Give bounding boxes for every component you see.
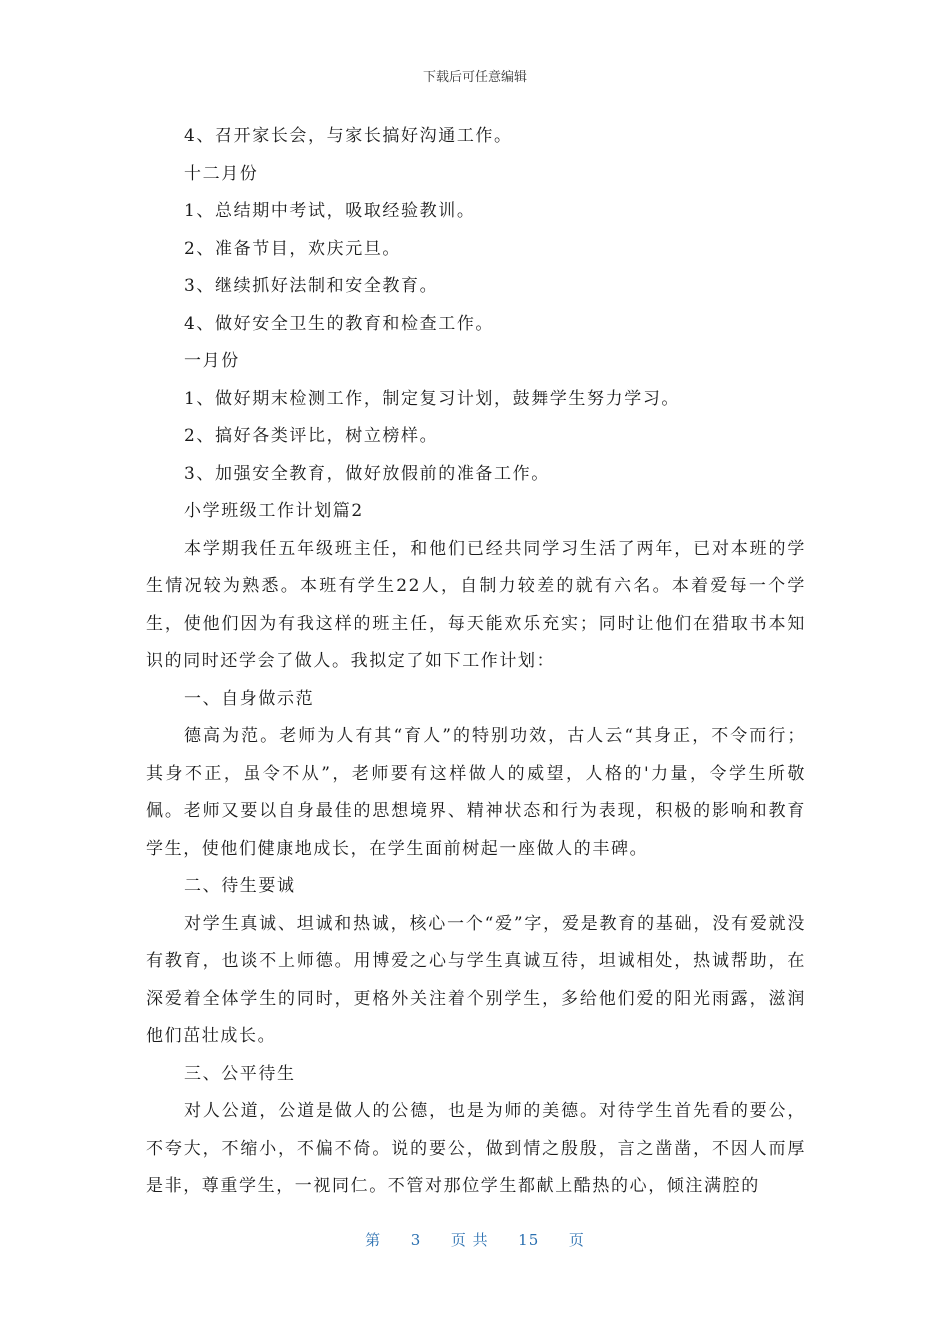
month-heading: 十二月份: [184, 163, 259, 184]
footer-mid: 页 共: [450, 1231, 489, 1249]
list-item: 2、搞好各类评比，树立榜样。: [184, 426, 439, 446]
total-page-count: 15: [518, 1231, 540, 1249]
footer-prefix: 第: [365, 1231, 382, 1249]
list-item: 3、加强安全教育，做好放假前的准备工作。: [184, 463, 550, 484]
list-item: 4、做好安全卫生的教育和检查工作。: [184, 313, 495, 334]
article-title: 小学班级工作计划篇2: [184, 501, 364, 521]
paragraph: 对学生真诚、坦诚和热诚，核心一个“爱”字，爱是教育的基础，没有爱就没有教育，也谈不上师德。用博爱之心与学生真诚互待，坦诚相处，热诚帮助，在深爱着全体学生的同时，更格外关注着个别学生，多给他们爱的阳光雨露，滋润他们茁壮成长。: [146, 913, 806, 1046]
list-item: 4、召开家长会，与家长搞好沟通工作。: [184, 126, 513, 146]
section-heading: 三、公平待生: [184, 1063, 296, 1084]
document-body: [146, 118, 806, 1206]
current-page-number: 3: [410, 1231, 422, 1249]
page-header: 下载后可任意编辑: [422, 70, 527, 85]
footer-suffix: 页: [568, 1231, 585, 1249]
list-item: 1、总结期中考试，吸取经验教训。: [184, 201, 476, 221]
list-item: 2、准备节目，欢庆元旦。: [184, 238, 402, 259]
section-heading: 一、自身做示范: [184, 688, 315, 709]
month-heading: 一月份: [184, 351, 240, 371]
list-item: 1、做好期末检测工作，制定复习计划，鼓舞学生努力学习。: [184, 388, 681, 409]
paragraph: 对人公道，公道是做人的公德，也是为师的美德。对待学生首先看的要公，不夸大，不缩小，不偏不倚。说的要公，做到情之殷殷，言之凿凿，不因人而厚是非，尊重学生，一视同仁。不管对那位学生都献上酷热的心，倾注满腔的: [146, 1101, 806, 1196]
section-heading: 二、待生要诚: [184, 876, 296, 896]
list-item: 3、继续抓好法制和安全教育。: [184, 276, 439, 296]
paragraph: 本学期我任五年级班主任，和他们已经共同学习生活了两年，已对本班的学生情况较为熟悉。本班有学生22人，自制力较差的就有六名。本着爱每一个学生，使他们因为有我这样的班主任，每天能欢乐充实；同时让他们在猎取书本知识的同时还学会了做人。我拟定了如下工作计划：: [146, 538, 806, 671]
page-footer: [0, 1229, 950, 1250]
paragraph: 德高为范。老师为人有其“育人”的特别功效，古人云“其身正，不令而行；其身不正，虽令不从”，老师要有这样做人的威望，人格的'力量，令学生所敬佩。老师又要以自身最佳的思想境界、精神状态和行为表现，积极的影响和教育学生，使他们健康地成长，在学生面前树起一座做人的丰碑。: [146, 726, 806, 859]
